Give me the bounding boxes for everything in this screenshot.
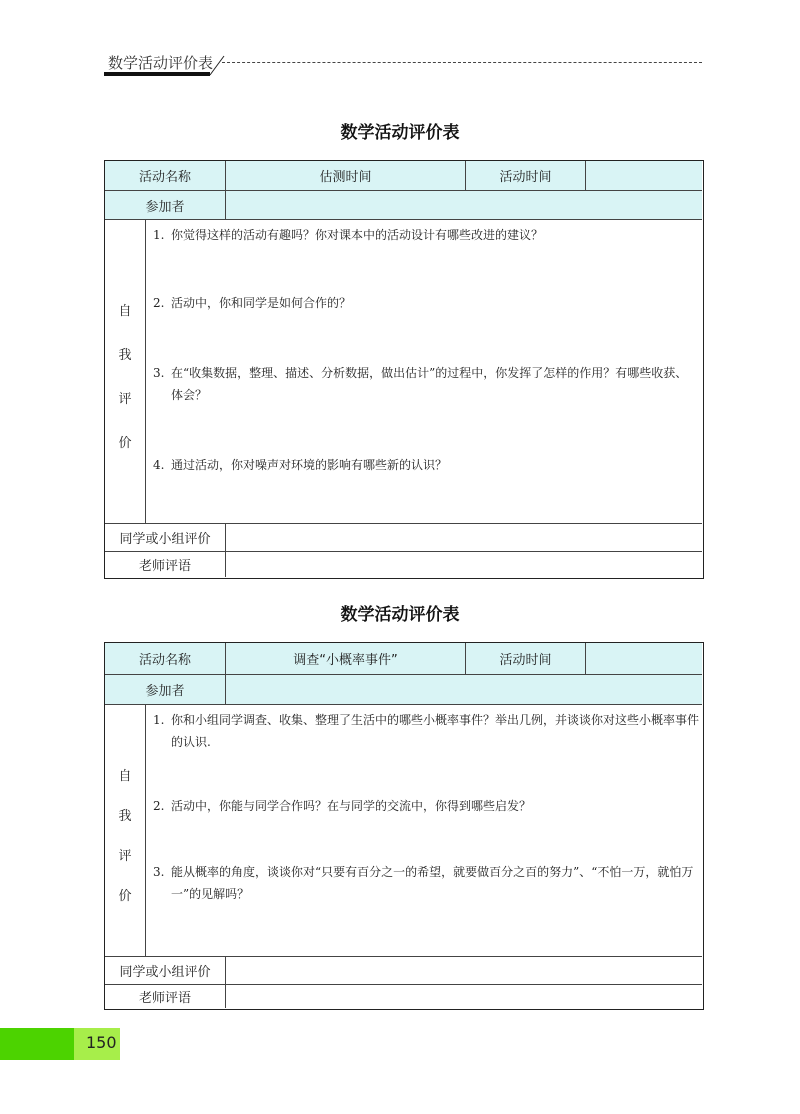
activity-name-value: 估测时间 [225,161,465,190]
teacher-comment-value [225,984,702,1008]
header-dashed-rule [222,62,702,63]
running-header [104,50,704,76]
evaluation-table-1 [104,160,704,579]
self-eval-char: 我 [118,809,132,824]
participants-label: 参加者 [105,190,225,219]
teacher-comment-label: 老师评语 [105,984,225,1008]
question-item: 2. 活动中，你和同学是如何合作的？ [153,296,352,310]
activity-time-value [585,161,702,190]
self-eval-divider [145,705,146,957]
running-header-title: 数学活动评价表 [108,54,214,72]
self-eval-char: 价 [118,889,132,904]
self-evaluation-area [105,704,702,956]
activity-time-label: 活动时间 [465,161,585,190]
evaluation-table-2 [104,642,704,1010]
participants-value [225,674,702,704]
peer-evaluation-label: 同学或小组评价 [105,523,225,551]
self-evaluation-label [105,220,145,524]
peer-evaluation-label: 同学或小组评价 [105,956,225,984]
page-number: 150 [86,1033,117,1052]
self-eval-char: 自 [118,769,132,784]
activity-time-label: 活动时间 [465,643,585,674]
peer-evaluation-value [225,956,702,984]
peer-evaluation-value [225,523,702,551]
participants-label: 参加者 [105,674,225,704]
participants-value [225,190,702,219]
question-item: 3. 能从概率的角度，谈谈你对“只要有百分之一的希望，就要做百分之百的努力”、“不怕一万，就怕万一”的见解吗？ [153,865,694,901]
question-item: 1. 你和小组同学调查、收集、整理了生活中的哪些小概率事件？举出几例，并谈谈你对这些小概率事件的认识. [153,713,700,749]
self-eval-char: 评 [118,392,132,407]
self-eval-char: 自 [118,304,132,319]
teacher-comment-label: 老师评语 [105,551,225,577]
question-item: 2. 活动中，你能与同学合作吗？在与同学的交流中，你得到哪些启发？ [153,799,532,813]
activity-name-label: 活动名称 [105,161,225,190]
self-evaluation-area [105,219,702,523]
activity-time-value [585,643,702,674]
self-eval-char: 评 [118,849,132,864]
question-item: 4. 通过活动，你对噪声对环境的影响有哪些新的认识？ [153,458,448,472]
question-item: 3. 在“收集数据，整理、描述、分析数据，做出估计”的过程中，你发挥了怎样的作用？有哪些收获、体会？ [153,366,688,402]
header-slash-decoration [208,54,226,76]
page-number-tab-accent [0,1028,74,1060]
self-eval-char: 价 [118,436,132,451]
question-item: 1. 你觉得这样的活动有趣吗？你对课本中的活动设计有哪些改进的建议？ [153,228,544,242]
activity-name-value: 调查“小概率事件” [225,643,465,674]
teacher-comment-value [225,551,702,577]
activity-name-label: 活动名称 [105,643,225,674]
self-evaluation-label [105,705,145,957]
self-eval-char: 我 [118,348,132,363]
page-number-tab [0,1028,120,1060]
header-underline-bar [104,72,210,76]
table-1-title: 数学活动评价表 [340,123,460,143]
self-eval-divider [145,220,146,524]
table-2-title: 数学活动评价表 [340,605,460,625]
